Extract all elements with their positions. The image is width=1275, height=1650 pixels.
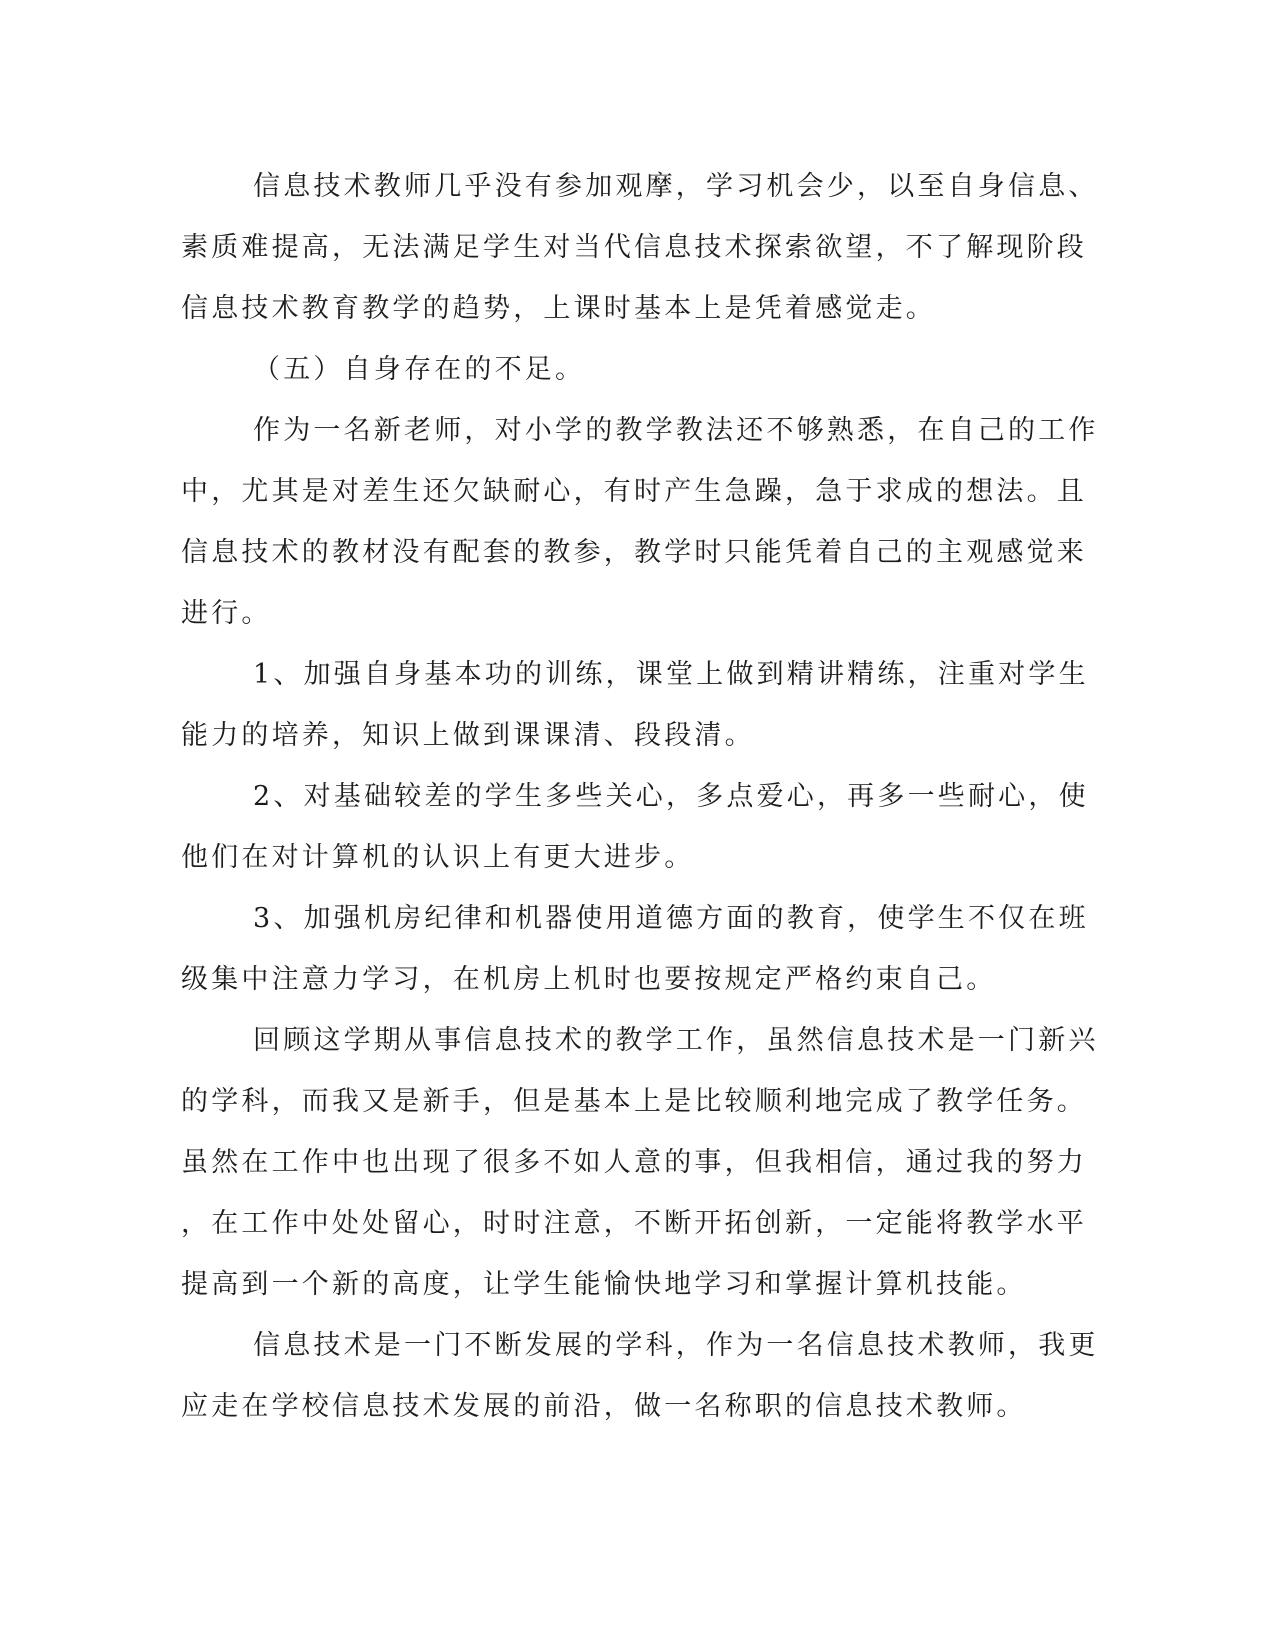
text-line: ，在工作中处处留心，时时注意，不断开拓创新，一定能将教学水平	[181, 1208, 1087, 1239]
list-item: 3、加强机房纪律和机器使用道德方面的教育，使学生不仅在班	[253, 903, 1089, 934]
text-line: 信息技术教育教学的趋势，上课时基本上是凭着感觉走。	[181, 293, 936, 324]
text-line: 信息技术教师几乎没有参加观摩，学习机会少，以至自身信息、	[253, 171, 1099, 202]
text-line: 中，尤其是对差生还欠缺耐心，有时产生急躁，急于求成的想法。且	[181, 476, 1087, 507]
text-line: 进行。	[181, 598, 272, 629]
document-body	[181, 156, 1099, 1437]
list-item: 2、对基础较差的学生多些关心，多点爱心，再多一些耐心，使	[253, 781, 1089, 812]
text-line: 虽然在工作中也出现了很多不如人意的事，但我相信，通过我的努力	[181, 1147, 1087, 1178]
text-line: 素质难提高，无法满足学生对当代信息技术探索欲望，不了解现阶段	[181, 232, 1087, 263]
text-line: 信息技术的教材没有配套的教参，教学时只能凭着自己的主观感觉来	[181, 537, 1087, 568]
text-line: 提高到一个新的高度，让学生能愉快地学习和掌握计算机技能。	[181, 1269, 1027, 1300]
text-line: 信息技术是一门不断发展的学科，作为一名信息技术教师，我更	[253, 1330, 1099, 1361]
text-line: 能力的培养，知识上做到课课清、段段清。	[181, 720, 755, 751]
text-line: 回顾这学期从事信息技术的教学工作，虽然信息技术是一门新兴	[253, 1025, 1099, 1056]
section-heading: （五）自身存在的不足。	[253, 354, 586, 385]
list-item: 1、加强自身基本功的训练，课堂上做到精讲精练，注重对学生	[253, 659, 1089, 690]
text-line: 级集中注意力学习，在机房上机时也要按规定严格约束自己。	[181, 964, 997, 995]
text-line: 他们在对计算机的认识上有更大进步。	[181, 842, 695, 873]
text-line: 的学科，而我又是新手，但是基本上是比较顺利地完成了教学任务。	[181, 1086, 1087, 1117]
text-line: 应走在学校信息技术发展的前沿，做一名称职的信息技术教师。	[181, 1391, 1027, 1422]
text-line: 作为一名新老师，对小学的教学教法还不够熟悉，在自己的工作	[253, 415, 1099, 446]
